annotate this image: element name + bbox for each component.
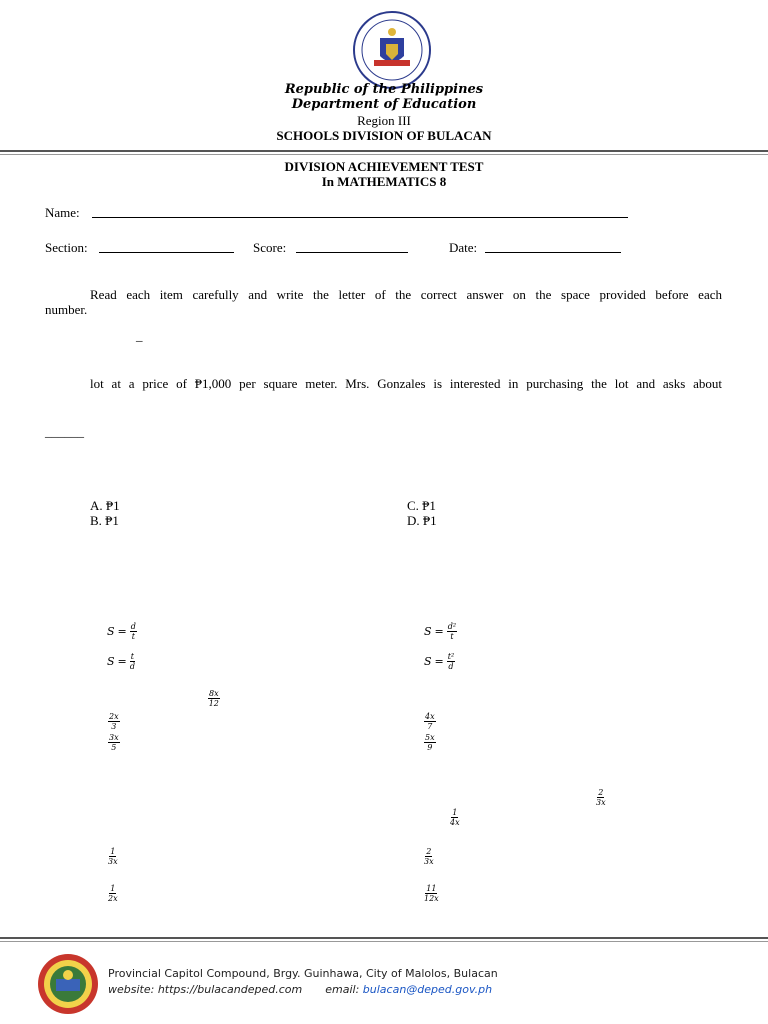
section-field[interactable] [99,252,234,253]
deped-seal-logo [352,10,432,90]
lot-problem-text: lot at a price of ₱1,000 per square meter. Mrs. Gonzales is interested in purchasing the lot and asks about [90,376,722,391]
formula-eq: = [434,625,444,638]
name-field[interactable] [92,217,628,218]
fraction: $\frac{t}{d}$ [129,652,135,671]
choice-b: B. ₱1 [90,513,119,528]
fraction-2x-3: $\frac{2x}{3}$ [109,712,119,731]
header-divider-thin [0,154,768,155]
formula-eq: = [434,655,444,668]
fraction: $\frac{\text{t²}}{d}$ [447,652,455,671]
fraction-1-4x: $\frac{1}{4x}$ [450,808,460,827]
formula-b [107,652,135,671]
instructions-line2: number. [45,302,88,317]
formula-eq: = [117,625,127,638]
footer-email-label: email: [325,983,360,996]
fraction-2-3x-choice: $\frac{2}{3x}$ [424,847,434,866]
formula-eq: = [117,655,127,668]
fraction: $\frac{\text{d²}}{t}$ [447,622,457,641]
answer-blank[interactable]: ______ [45,424,84,439]
footer-contact [108,983,492,996]
bulacan-province-seal-logo [37,953,99,1015]
test-subtitle: In MATHEMATICS 8 [321,174,447,189]
formula-var: S [107,625,115,638]
score-field[interactable] [296,252,408,253]
fraction-1-3x: $\frac{1}{3x}$ [108,847,118,866]
region-heading: Region III [357,113,411,128]
formula-c [424,622,457,641]
fraction-3x-5: $\frac{3x}{5}$ [109,733,119,752]
header-divider [0,150,768,152]
date-field[interactable] [485,252,621,253]
fraction-1-2x: $\frac{1}{2x}$ [108,884,118,903]
footer-website[interactable]: website: https://bulacandeped.com [108,983,303,996]
footer-email-link[interactable]: bulacan@deped.gov.ph [362,983,493,996]
choice-c: C. ₱1 [407,498,436,513]
choice-d: D. ₱1 [407,513,437,528]
instructions-line1: Read each item carefully and write the letter of the correct answer on the space provided before each [90,287,722,302]
formula-var: S [424,655,432,668]
section-label: Section: [45,240,88,255]
formula-var: S [424,625,432,638]
footer-divider [0,937,768,939]
fraction-2-3x: $\frac{2}{3x}$ [596,788,606,807]
division-heading: SCHOOLS DIVISION OF BULACAN [276,128,492,143]
test-title: DIVISION ACHIEVEMENT TEST [284,159,484,174]
footer-divider-thin [0,941,768,942]
fraction: $\frac{d}{t}$ [130,622,136,641]
fraction-5x-9: $\frac{5x}{9}$ [425,733,435,752]
formula-var: S [107,655,115,668]
fraction-11-12x: $\frac{11}{12x}$ [424,884,439,903]
republic-heading: Republic of the Philippines [284,82,484,97]
name-label: Name: [45,205,80,220]
fraction-4x-7: $\frac{4x}{7}$ [425,712,435,731]
choice-a: A. ₱1 [90,498,120,513]
formula-d [424,652,455,671]
formula-a [107,622,137,641]
footer-address: Provincial Capitol Compound, Brgy. Guinhawa, City of Malolos, Bulacan [108,967,498,980]
department-heading: Department of Education [291,97,477,112]
dash-mark: _ [136,328,143,343]
date-label: Date: [449,240,478,255]
score-label: Score: [253,240,287,255]
fraction-8x-12: $\frac{8x}{12}$ [208,689,219,708]
